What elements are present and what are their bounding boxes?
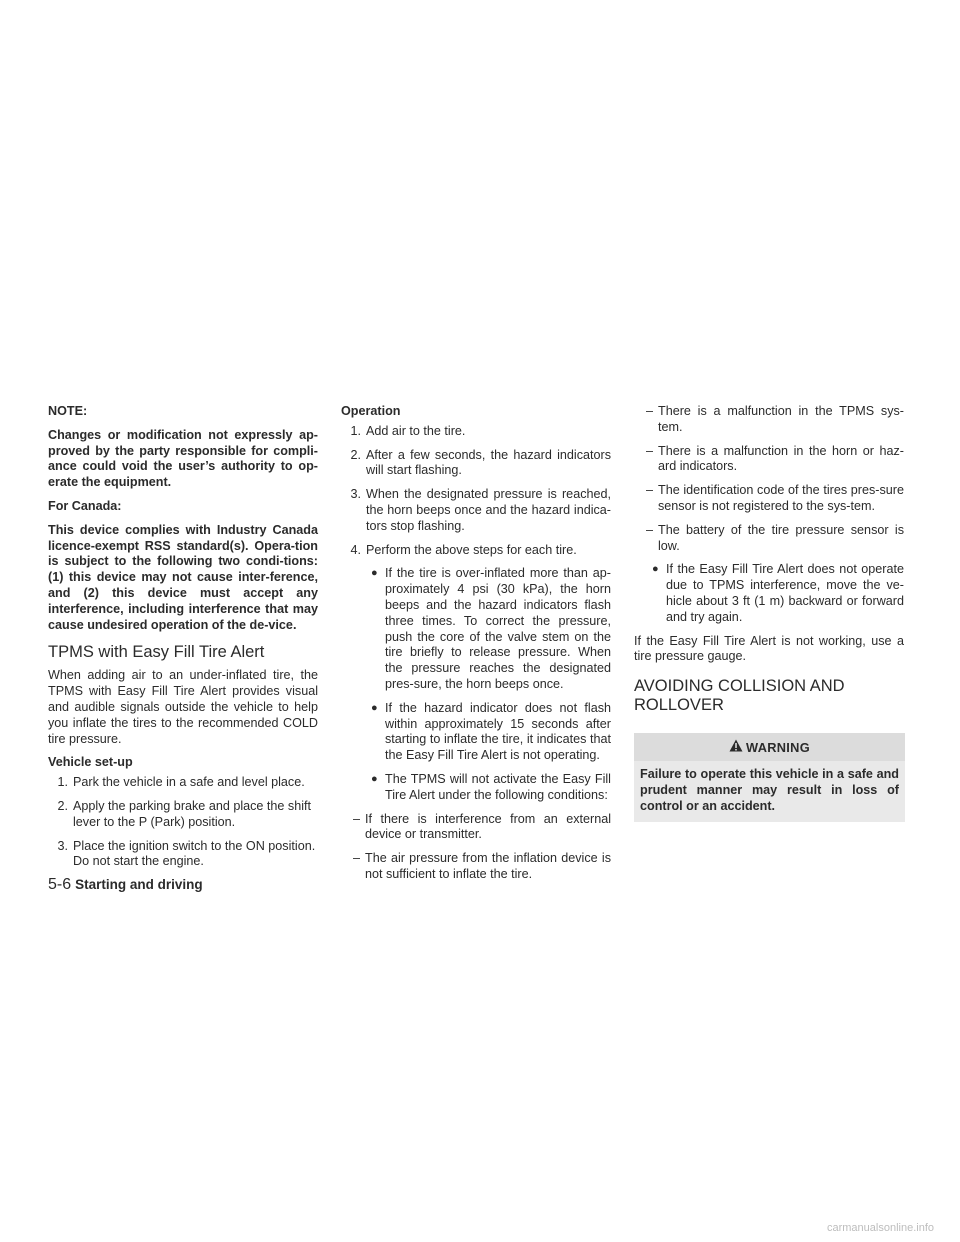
warning-label: WARNING (746, 740, 810, 756)
dash-item (646, 483, 904, 515)
bullet-item (371, 701, 611, 764)
page-footer (48, 876, 203, 894)
warning-box (634, 733, 905, 822)
step-text: When the designated pressure is reached, the horn beeps once and the hazard indica-tors stop flashing. (366, 487, 611, 533)
bullet-item (652, 562, 904, 625)
canada-label: For Canada: (48, 498, 122, 513)
dash-text: There is a malfunction in the TPMS sys-tem. (658, 404, 904, 434)
column-2 (341, 404, 611, 891)
closing-text: If the Easy Fill Tire Alert is not working, use a tire pressure gauge. (634, 633, 904, 664)
step-text: Park the vehicle in a safe and level place. (73, 775, 305, 790)
step-text: After a few seconds, the hazard indicators will start flashing. (366, 447, 611, 478)
section-name: Starting and driving (75, 877, 203, 892)
operation-step (341, 487, 611, 534)
dash-item (646, 444, 904, 476)
step-number: 4. (350, 542, 361, 557)
step-number: 2. (57, 798, 68, 813)
bullet-list (652, 562, 904, 625)
column-1 (48, 404, 318, 878)
dash-list (353, 812, 611, 883)
dash-marker: – (646, 404, 654, 418)
step-text: Add air to the tire. (366, 423, 466, 438)
dash-text: The identification code of the tires pres-sure sensor is not registered to the sys-tem. (658, 483, 904, 513)
dash-list (646, 404, 904, 554)
warning-text: Failure to operate this vehicle in a safe and prudent manner may result in loss of control or an accident. (634, 761, 905, 822)
dash-item (646, 404, 904, 436)
bullet-icon: ● (652, 563, 659, 576)
dash-marker: – (646, 522, 654, 537)
bullet-icon: ● (371, 701, 378, 714)
warning-triangle-icon (729, 739, 743, 757)
note-text: Changes or modification not expressly ap-proved by the party responsible for compli-ance could void the user’s authority to op-erate the equipment. (48, 427, 318, 490)
dash-item (646, 523, 904, 555)
operation-step (341, 448, 611, 480)
bullet-item (371, 772, 611, 804)
bullet-text: The TPMS will not activate the Easy Fill Tire Alert under the following conditions: (385, 771, 611, 802)
dash-text: The air pressure from the inflation device is not sufficient to inflate the tire. (365, 851, 611, 881)
note-label: NOTE: (48, 404, 88, 418)
bullet-item (371, 566, 611, 692)
operation-label: Operation (341, 404, 401, 418)
section-title-line2: ROLLOVER (634, 696, 724, 715)
bullet-list (371, 566, 611, 803)
step-text: Perform the above steps for each tire. (366, 542, 577, 557)
bullet-icon: ● (371, 567, 378, 580)
dash-text: There is a malfunction in the horn or haz-ard indicators. (658, 443, 904, 474)
setup-step (48, 775, 318, 791)
bullet-text: If the hazard indicator does not flash within approximately 15 seconds after starting to inflate the tire, it indicates that the Easy Fill Tire Alert is not operating. (385, 700, 611, 763)
dash-marker: – (646, 483, 654, 498)
section-title-tpms: TPMS with Easy Fill Tire Alert (48, 643, 265, 662)
bullet-icon: ● (371, 772, 378, 785)
setup-step (48, 839, 318, 871)
dash-item (353, 851, 611, 883)
column-3 (634, 404, 904, 822)
dash-text: If there is interference from an external device or transmitter. (365, 811, 611, 842)
dash-marker: – (353, 811, 361, 826)
page-number: 5-6 (48, 876, 72, 893)
step-number: 3. (350, 487, 361, 502)
setup-label: Vehicle set-up (48, 755, 133, 770)
step-number: 2. (350, 447, 361, 462)
canada-text: This device complies with Industry Canada licence-exempt RSS standard(s). Opera-tion is subject to the following two condi-tions: (1) this device may not cause inter-ference, and (2) this device must accept any interference, including interference that may cause undesired operation of the de-vice. (48, 522, 318, 632)
step-number: 3. (57, 838, 68, 853)
dash-item (353, 812, 611, 844)
bullet-text: If the tire is over-inflated more than ap-proximately 4 psi (30 kPa), the horn beeps and the hazard indicators flash three times. To correct the pressure, push the core of the valve stem on the tire briefly to release pressure. When the pressure reaches the designated pres-sure, the horn beeps once. (385, 566, 611, 691)
dash-marker: – (353, 851, 361, 866)
tpms-intro: When adding air to an under-inflated tire, the TPMS with Easy Fill Tire Alert provides visual and audible signals outside the vehicle to help you inflate the tires to the recommended COLD tire pressure. (48, 668, 318, 746)
setup-step (48, 799, 318, 831)
dash-marker: – (646, 443, 654, 458)
step-text: Place the ignition switch to the ON position. Do not start the engine. (73, 838, 316, 869)
bullet-text: If the Easy Fill Tire Alert does not operate due to TPMS interference, move the ve-hicle about 3 ft (1 m) backward or forward and try again. (666, 562, 904, 624)
section-title-line1: AVOIDING COLLISION AND (634, 677, 845, 696)
step-number: 1. (57, 775, 68, 790)
operation-step (341, 424, 611, 440)
dash-text: The battery of the tire pressure sensor is low. (658, 522, 904, 553)
operation-step (341, 543, 611, 559)
watermark: carmanualsonline.info (826, 1222, 934, 1234)
section-title-avoiding (634, 677, 904, 715)
step-number: 1. (350, 423, 361, 438)
step-text: Apply the parking brake and place the shift lever to the P (Park) position. (73, 798, 312, 829)
warning-header (634, 733, 905, 761)
